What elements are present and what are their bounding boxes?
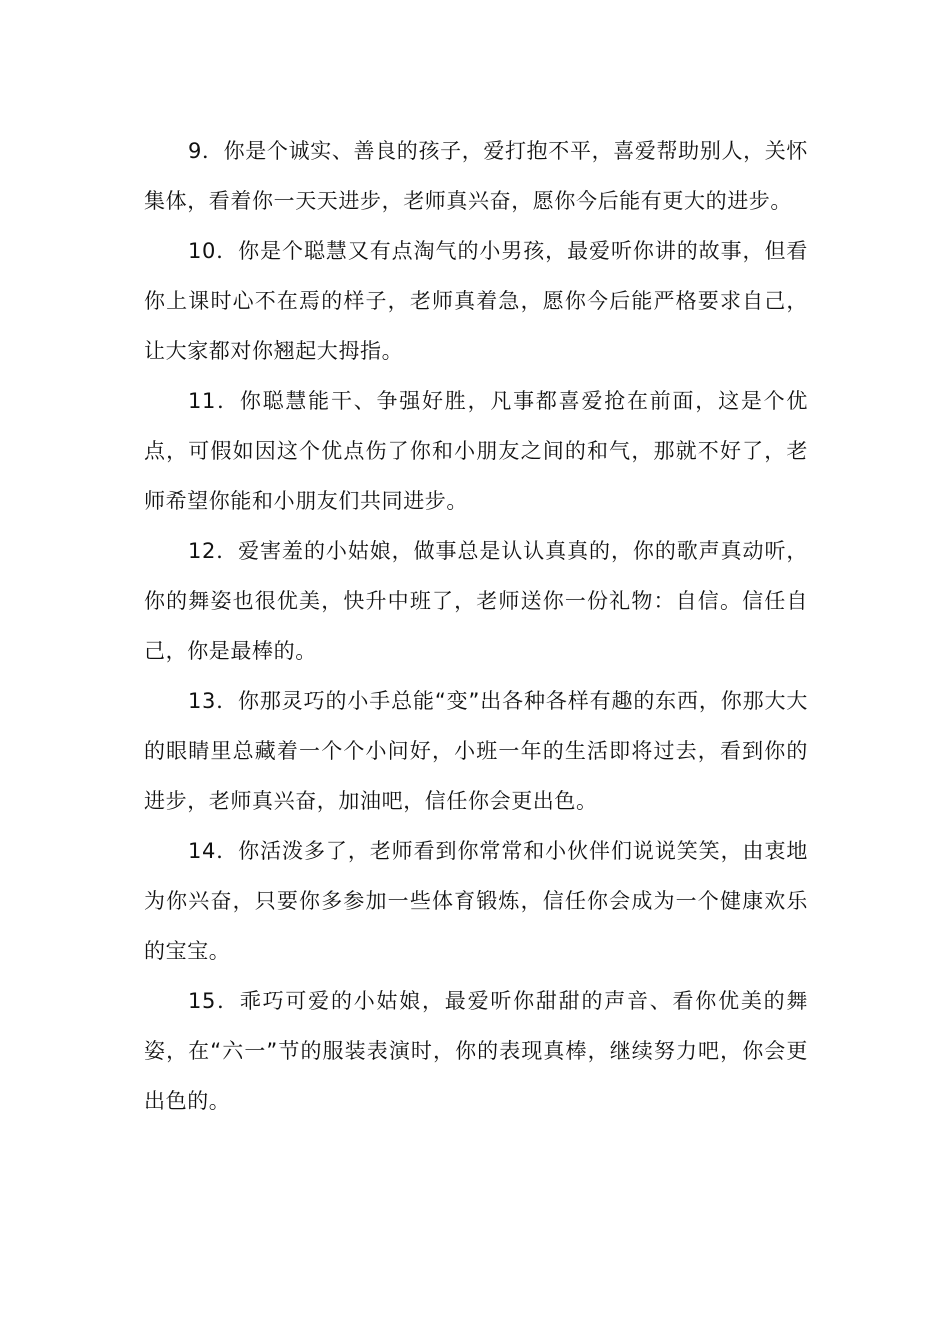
paragraph-item-12: 12．爱害羞的小姑娘，做事总是认认真真的，你的歌声真动听，你的舞姿也很优美，快升中班了，老师送你一份礼物：自信。信任自己，你是最棒的。 — [144, 539, 808, 663]
paragraph-item-13: 13．你那灵巧的小手总能“变”出各种各样有趣的东西，你那大大的眼睛里总藏着一个个小问好，小班一年的生活即将过去，看到你的进步，老师真兴奋，加油吧，信任你会更出色。 — [144, 689, 808, 813]
document-body — [144, 126, 808, 1126]
paragraph-item-15: 15．乖巧可爱的小姑娘，最爱听你甜甜的声音、看你优美的舞姿，在“六一”节的服装表演时，你的表现真棒，继续努力吧，你会更出色的。 — [144, 989, 808, 1113]
paragraph-item-14: 14．你活泼多了，老师看到你常常和小伙伴们说说笑笑，由衷地为你兴奋，只要你多参加一些体育锻炼，信任你会成为一个健康欢乐的宝宝。 — [144, 839, 808, 963]
paragraph-item-10: 10．你是个聪慧又有点淘气的小男孩，最爱听你讲的故事，但看你上课时心不在焉的样子，老师真着急，愿你今后能严格要求自己，让大家都对你翘起大拇指。 — [144, 239, 808, 363]
paragraph-item-11: 11．你聪慧能干、争强好胜，凡事都喜爱抢在前面，这是个优点，可假如因这个优点伤了你和小朋友之间的和气，那就不好了，老师希望你能和小朋友们共同进步。 — [144, 389, 808, 513]
paragraph-item-9: 9．你是个诚实、善良的孩子，爱打抱不平，喜爱帮助别人，关怀集体，看着你一天天进步，老师真兴奋，愿你今后能有更大的进步。 — [144, 139, 808, 213]
